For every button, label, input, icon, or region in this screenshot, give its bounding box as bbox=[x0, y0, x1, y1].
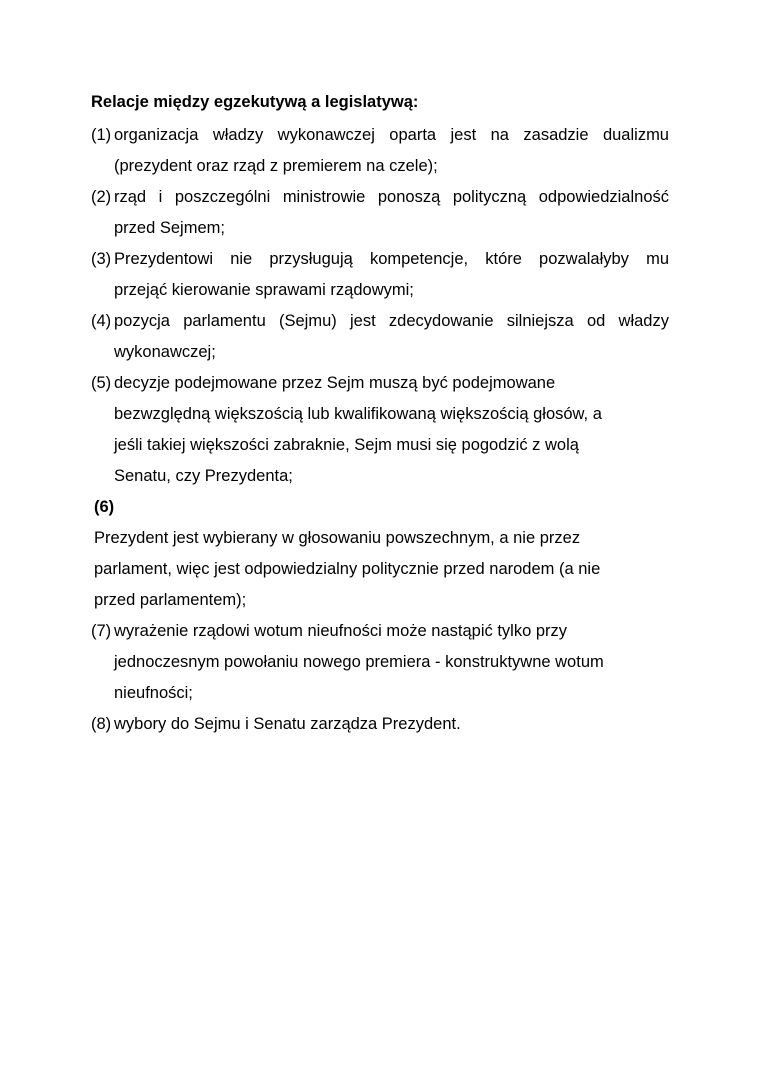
item-text bbox=[114, 368, 669, 492]
item-line: nieufności; bbox=[114, 684, 193, 702]
item-line: rząd i poszczególni ministrowie ponoszą polityczną odpowiedzialność bbox=[114, 188, 669, 206]
item-line: organizacja władzy wykonawczej oparta jest na zasadzie dualizmu bbox=[114, 126, 669, 144]
item-line: wyrażenie rządowi wotum nieufności może nastąpić tylko przy bbox=[114, 622, 568, 640]
item-line: Prezydentowi nie przysługują kompetencje, które pozwalałyby mu bbox=[114, 250, 669, 268]
item-text bbox=[114, 306, 669, 368]
item-line: przejąć kierowanie sprawami rządowymi; bbox=[114, 281, 414, 299]
list-item-8 bbox=[91, 709, 669, 740]
list-item-6 bbox=[91, 492, 669, 616]
item-text bbox=[114, 182, 669, 244]
list-item-7 bbox=[91, 616, 669, 709]
item-line: (prezydent oraz rząd z premierem na czele); bbox=[114, 157, 438, 175]
numbered-list bbox=[91, 120, 669, 740]
item-text bbox=[114, 616, 669, 709]
item-line: Senatu, czy Prezydenta; bbox=[114, 467, 293, 485]
item-line: wykonawczej; bbox=[114, 343, 216, 361]
list-item-3 bbox=[91, 244, 669, 306]
list-item-1 bbox=[91, 120, 669, 182]
item-line: bezwzględną większością lub kwalifikowaną większością głosów, a bbox=[114, 405, 602, 423]
item-line: wybory do Sejmu i Senatu zarządza Prezydent. bbox=[114, 715, 461, 733]
item-text bbox=[94, 523, 669, 616]
item-line: jednoczesnym powołaniu nowego premiera - konstruktywne wotum bbox=[114, 653, 604, 671]
item-text bbox=[114, 120, 669, 182]
document-title: Relacje między egzekutywą a legislatywą: bbox=[91, 93, 419, 111]
list-item-2 bbox=[91, 182, 669, 244]
item-line: przed Sejmem; bbox=[114, 219, 225, 237]
item-number: (3) bbox=[91, 250, 112, 268]
item-number: (1) bbox=[91, 126, 112, 144]
item-line: Prezydent jest wybierany w głosowaniu powszechnym, a nie przez bbox=[94, 529, 581, 547]
item-number: (6) bbox=[94, 498, 115, 516]
item-number: (8) bbox=[91, 715, 112, 733]
item-line: decyzje podejmowane przez Sejm muszą być podejmowane bbox=[114, 374, 556, 392]
item-number: (4) bbox=[91, 312, 112, 330]
list-item-4 bbox=[91, 306, 669, 368]
item-line: jeśli takiej większości zabraknie, Sejm musi się pogodzić z wolą bbox=[114, 436, 579, 454]
item-number: (7) bbox=[91, 622, 112, 640]
item-text bbox=[114, 244, 669, 306]
list-item-5 bbox=[91, 368, 669, 492]
item-line: parlament, więc jest odpowiedzialny politycznie przed narodem (a nie bbox=[94, 560, 601, 578]
item-number: (2) bbox=[91, 188, 112, 206]
item-line: pozycja parlamentu (Sejmu) jest zdecydowanie silniejsza od władzy bbox=[114, 312, 669, 330]
item-text bbox=[114, 709, 669, 740]
item-line: przed parlamentem); bbox=[94, 591, 247, 609]
item-number: (5) bbox=[91, 374, 112, 392]
